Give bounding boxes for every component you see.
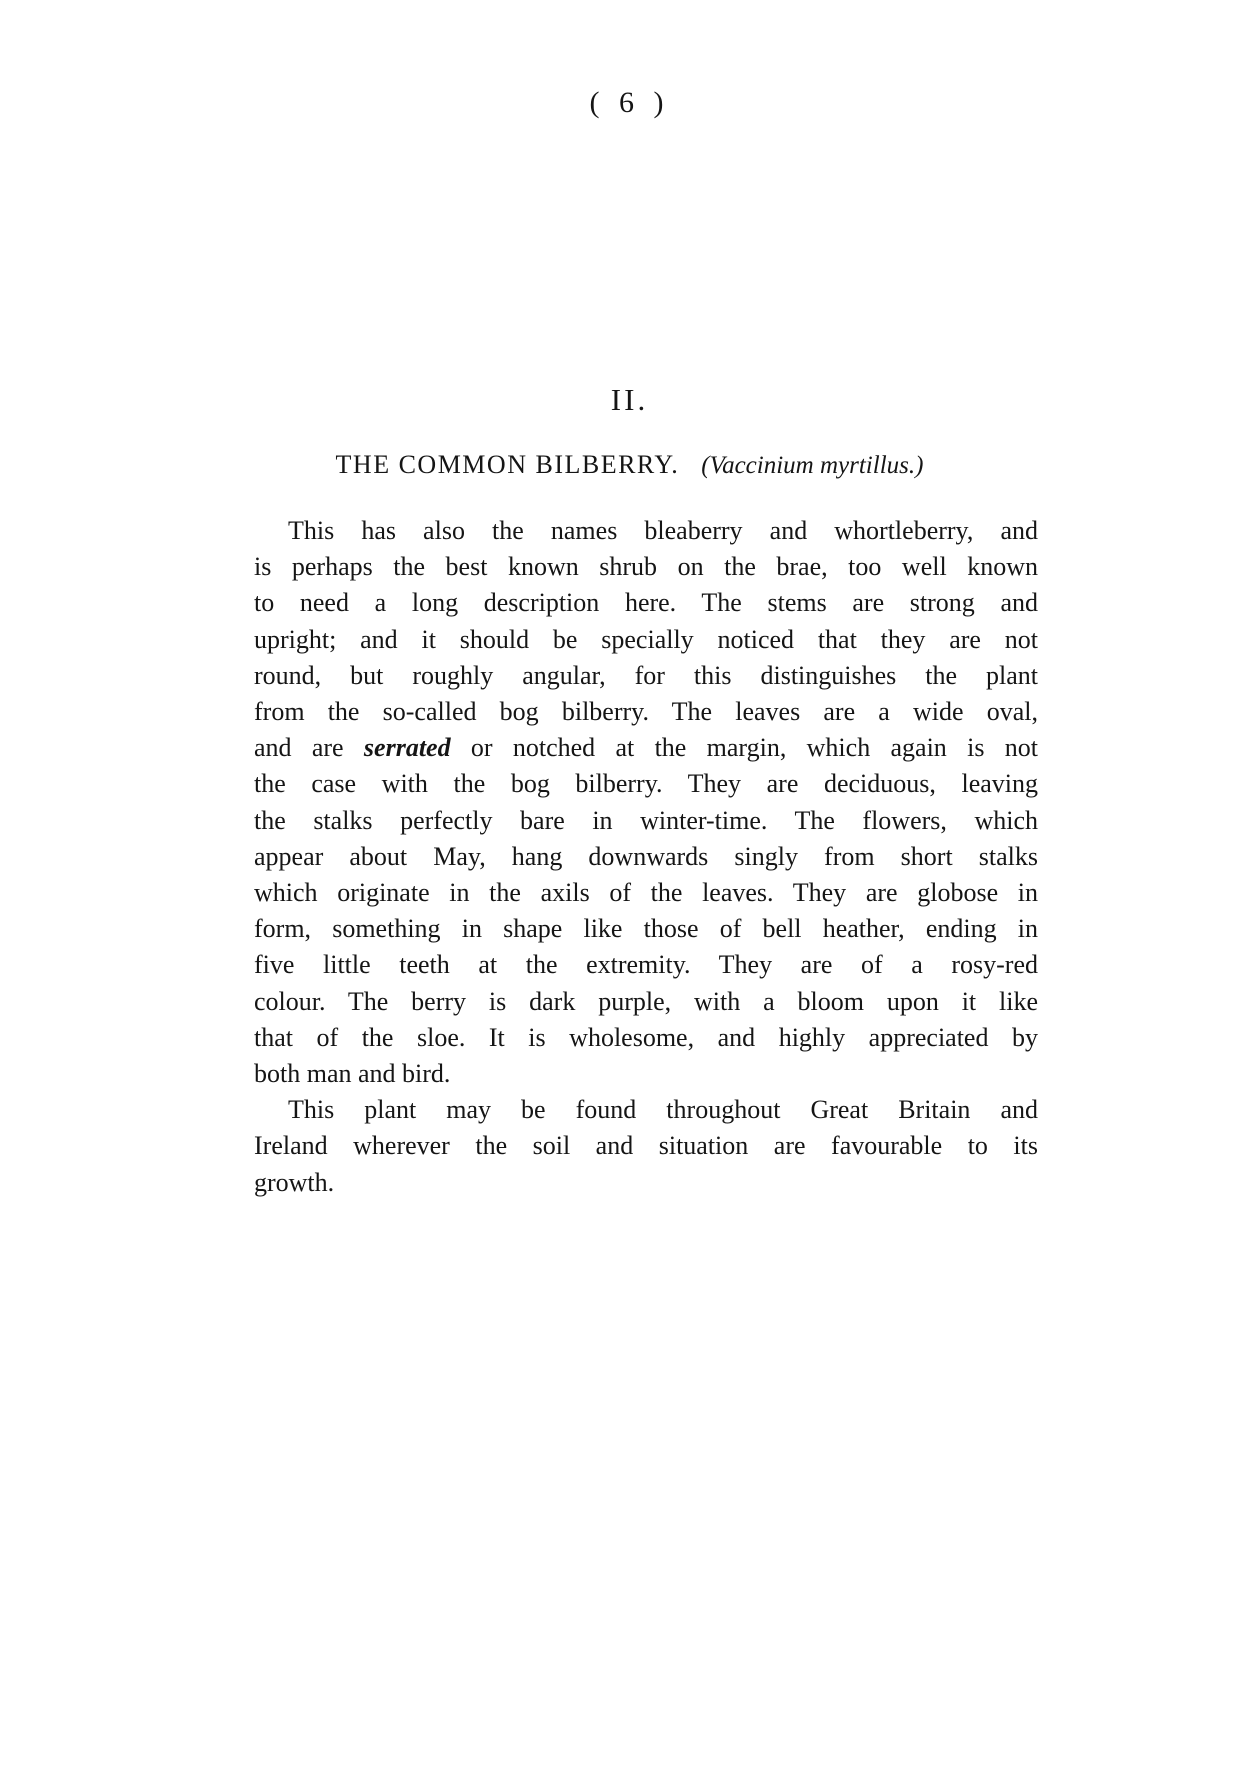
text-line: form, something in shape like those of bell heather, ending in (254, 914, 1038, 944)
text-line: Ireland wherever the soil and situation are favourable to its (254, 1131, 1038, 1161)
page-number: ( 6 ) (589, 86, 670, 119)
body-text (220, 513, 1038, 1201)
chapter-numeral: II. (610, 382, 649, 417)
text-line: that of the sloe. It is wholesome, and highly appreciated by (254, 1022, 1038, 1052)
text-line: the case with the bog bilberry. They are deciduous, leaving (254, 769, 1038, 799)
text-line: both man and bird. (254, 1059, 451, 1089)
text-fragment: and are (254, 733, 364, 763)
text-fragment: or notched at the margin, which again is not (450, 733, 1039, 763)
text-line: growth. (254, 1167, 335, 1197)
text-line (220, 730, 1038, 766)
text-line: upright; and it should be specially noticed that they are not (254, 624, 1038, 654)
text-line: which originate in the axils of the leaves. They are globose in (254, 878, 1038, 908)
text-line: round, but roughly angular, for this distinguishes the plant (254, 660, 1038, 690)
text-line: to need a long description here. The stems are strong and (254, 588, 1038, 618)
chapter-title (0, 450, 1259, 480)
text-line: is perhaps the best known shrub on the brae, too well known (254, 552, 1038, 582)
paragraph-1 (220, 513, 1038, 1092)
text-line: the stalks perfectly bare in winter-time. The flowers, which (254, 805, 1038, 835)
text-line: This plant may be found throughout Great Britain and (288, 1095, 1038, 1125)
text-line: colour. The berry is dark purple, with a bloom upon it like (254, 986, 1038, 1016)
paragraph-2 (220, 1092, 1038, 1201)
title-latin-name: (Vaccinium myrtillus.) (701, 452, 924, 479)
text-line: appear about May, hang downwards singly from short stalks (254, 841, 1038, 871)
emphasized-word: serrated (363, 733, 451, 763)
title-main: THE COMMON BILBERRY. (335, 450, 680, 479)
text-line: This has also the names bleaberry and whortleberry, and (288, 516, 1038, 545)
text-line: from the so-called bog bilberry. The leaves are a wide oval, (254, 697, 1038, 727)
text-line: five little teeth at the extremity. They are of a rosy-red (254, 950, 1038, 980)
